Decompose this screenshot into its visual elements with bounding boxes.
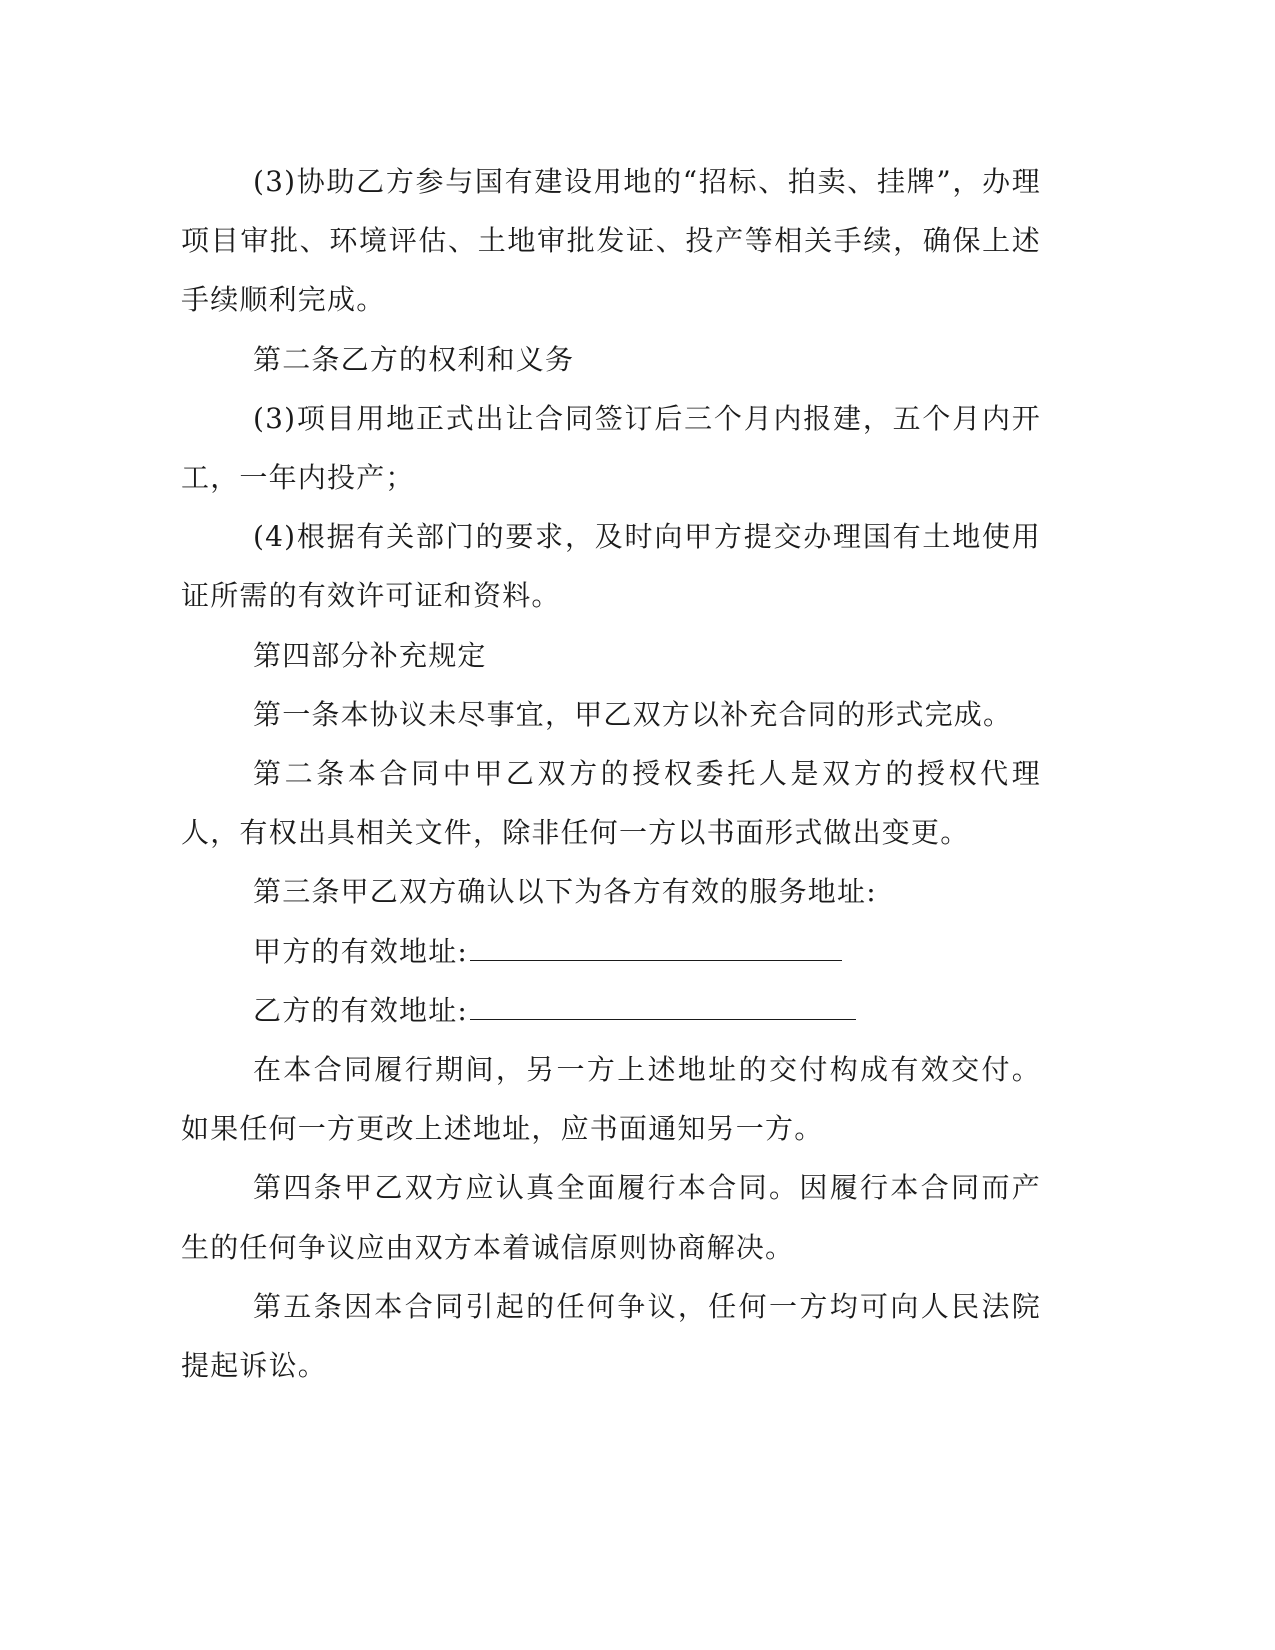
paragraph-article-two: 第二条本合同中甲乙双方的授权委托人是双方的授权代理人，有权出具相关文件，除非任何一方以书面形式做出变更。 [181,757,1041,850]
party-a-address-line [181,922,1041,981]
paragraph-delivery-notice: 在本合同履行期间，另一方上述地址的交付构成有效交付。如果任何一方更改上述地址，应书面通知另一方。 [181,1053,1041,1146]
party-b-address-label: 乙方的有效地址: [253,993,469,1027]
paragraph-article-five: 第五条因本合同引起的任何争议，任何一方均可向人民法院提起诉讼。 [181,1289,1041,1383]
paragraph-submit-documents: (4)根据有关部门的要求，及时向甲方提交办理国有土地使用证所需的有效许可证和资料。 [181,520,1041,613]
party-b-address-line [181,981,1041,1040]
heading-supplementary-provisions: 第四部分补充规定 [253,638,487,672]
paragraph-assist-procedures: (3)协助乙方参与国有建设用地的“招标、拍卖、挂牌”，办理项目审批、环境评估、土地审批发证、投产等相关手续，确保上述手续顺利完成。 [181,165,1041,317]
paragraph-construction-schedule: (3)项目用地正式出让合同签订后三个月内报建，五个月内开工，一年内投产； [181,401,1041,495]
heading-party-b-rights: 第二条乙方的权利和义务 [253,342,575,376]
party-a-address-label: 甲方的有效地址: [253,934,469,968]
party-a-address-blank [470,930,842,961]
paragraph-article-four: 第四条甲乙双方应认真全面履行本合同。因履行本合同而产生的任何争议应由双方本着诚信原则协商解决。 [181,1171,1041,1264]
paragraph-article-one: 第一条本协议未尽事宜，甲乙双方以补充合同的形式完成。 [253,697,1013,731]
paragraph-article-three: 第三条甲乙双方确认以下为各方有效的服务地址: [253,875,877,909]
document-body [181,152,1041,1395]
party-b-address-blank [470,989,856,1020]
